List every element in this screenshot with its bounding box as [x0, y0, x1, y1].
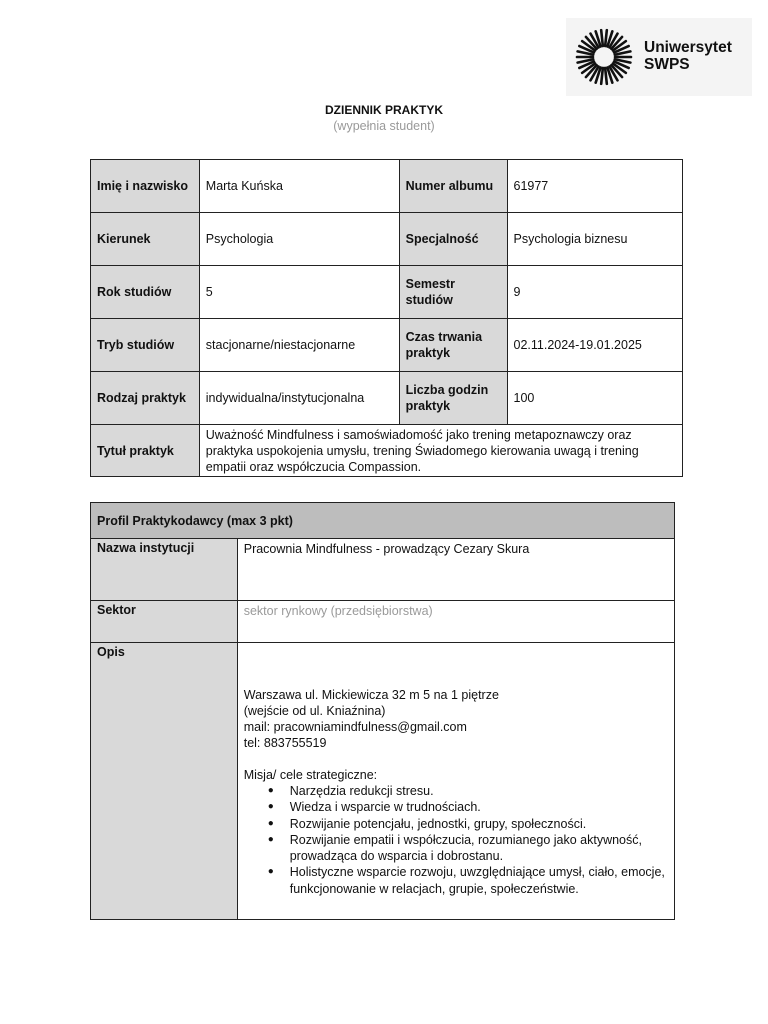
table-row — [91, 372, 683, 425]
album-value: 61977 — [507, 160, 683, 213]
duration-label: Czas trwania praktyk — [399, 319, 507, 372]
list-item: ● Rozwijanie potencjału, jednostki, grupy, społeczności. — [290, 816, 668, 832]
topic-value: Uważność Mindfulness i samoświadomość jako trening metapoznawczy oraz praktyka uspokojenia umysłu, trening Świadomego kierowania uwagą i trening empatii oraz współczucia Compassion. — [199, 425, 682, 477]
specialization-value: Psychologia biznesu — [507, 213, 683, 266]
list-item: ● Narzędzia redukcji stresu. — [290, 783, 668, 799]
sector-value: sektor rynkowy (przedsiębiorstwa) — [237, 601, 674, 643]
table-row — [91, 539, 675, 601]
profile-header: Profil Praktykodawcy (max 3 pkt) — [91, 503, 675, 539]
table-row — [91, 160, 683, 213]
mission-title: Misja/ cele strategiczne: — [243, 768, 378, 782]
table-row — [91, 643, 675, 920]
duration-value: 02.11.2024-19.01.2025 — [507, 319, 683, 372]
year-value: 5 — [199, 266, 399, 319]
table-row — [91, 425, 683, 477]
mission-list — [244, 783, 668, 897]
table-row — [91, 503, 675, 539]
table-row — [91, 601, 675, 643]
institution-value: Pracownia Mindfulness - prowadzący Cezary Skura — [237, 539, 674, 601]
field-value: Psychologia — [199, 213, 399, 266]
address-text: Warszawa ul. Mickiewicza 32 m 5 na 1 piętrze — [243, 688, 499, 702]
hours-label: Liczba godzin praktyk — [399, 372, 507, 425]
university-logo — [566, 18, 752, 96]
field-label: Kierunek — [91, 213, 200, 266]
student-info-table — [90, 159, 683, 477]
table-row — [91, 319, 683, 372]
description-label: Opis — [91, 643, 238, 920]
document-subtitle: (wypełnia student) — [333, 119, 435, 133]
study-mode-value: stacjonarne/niestacjonarne — [199, 319, 399, 372]
phone-text: tel: 883755519 — [243, 736, 327, 750]
entrance-text: (wejście od ul. Kniaźnina) — [243, 704, 386, 718]
semester-label: Semestr studiów — [399, 266, 507, 319]
specialization-label: Specjalność — [399, 213, 507, 266]
name-value: Marta Kuńska — [199, 160, 399, 213]
table-row — [91, 266, 683, 319]
sector-label: Sektor — [91, 601, 238, 643]
employer-profile-table — [90, 502, 675, 920]
semester-value: 9 — [507, 266, 683, 319]
list-item: ● Holistyczne wsparcie rozwoju, uwzględniające umysł, ciało, emocje, funkcjonowanie w relacjach, grupie, społeczeństwie. — [290, 864, 668, 897]
mail-text: mail: pracowniamindfulness@gmail.com — [243, 720, 467, 734]
table-row — [91, 213, 683, 266]
internship-kind-label: Rodzaj praktyk — [91, 372, 200, 425]
internship-kind-value: indywidualna/instytucjonalna — [199, 372, 399, 425]
logo-line2: SWPS — [644, 56, 690, 73]
description-block — [244, 687, 668, 897]
name-label: Imię i nazwisko — [91, 160, 200, 213]
logo-text — [644, 39, 732, 73]
list-item: ● Rozwijanie empatii i współczucia, rozumianego jako aktywność, prowadząca do wsparcia i dobrostanu. — [290, 832, 668, 865]
album-label: Numer albumu — [399, 160, 507, 213]
sunburst-logo-icon — [574, 27, 634, 87]
study-mode-label: Tryb studiów — [91, 319, 200, 372]
year-label: Rok studiów — [91, 266, 200, 319]
hours-value: 100 — [507, 372, 683, 425]
institution-label: Nazwa instytucji — [91, 539, 238, 601]
document-title: DZIENNIK PRAKTYK — [324, 103, 443, 117]
description-value — [237, 643, 674, 920]
topic-label: Tytuł praktyk — [91, 425, 200, 477]
list-item: ● Wiedza i wsparcie w trudnościach. — [290, 799, 668, 815]
logo-line1: Uniwersytet — [644, 39, 732, 56]
